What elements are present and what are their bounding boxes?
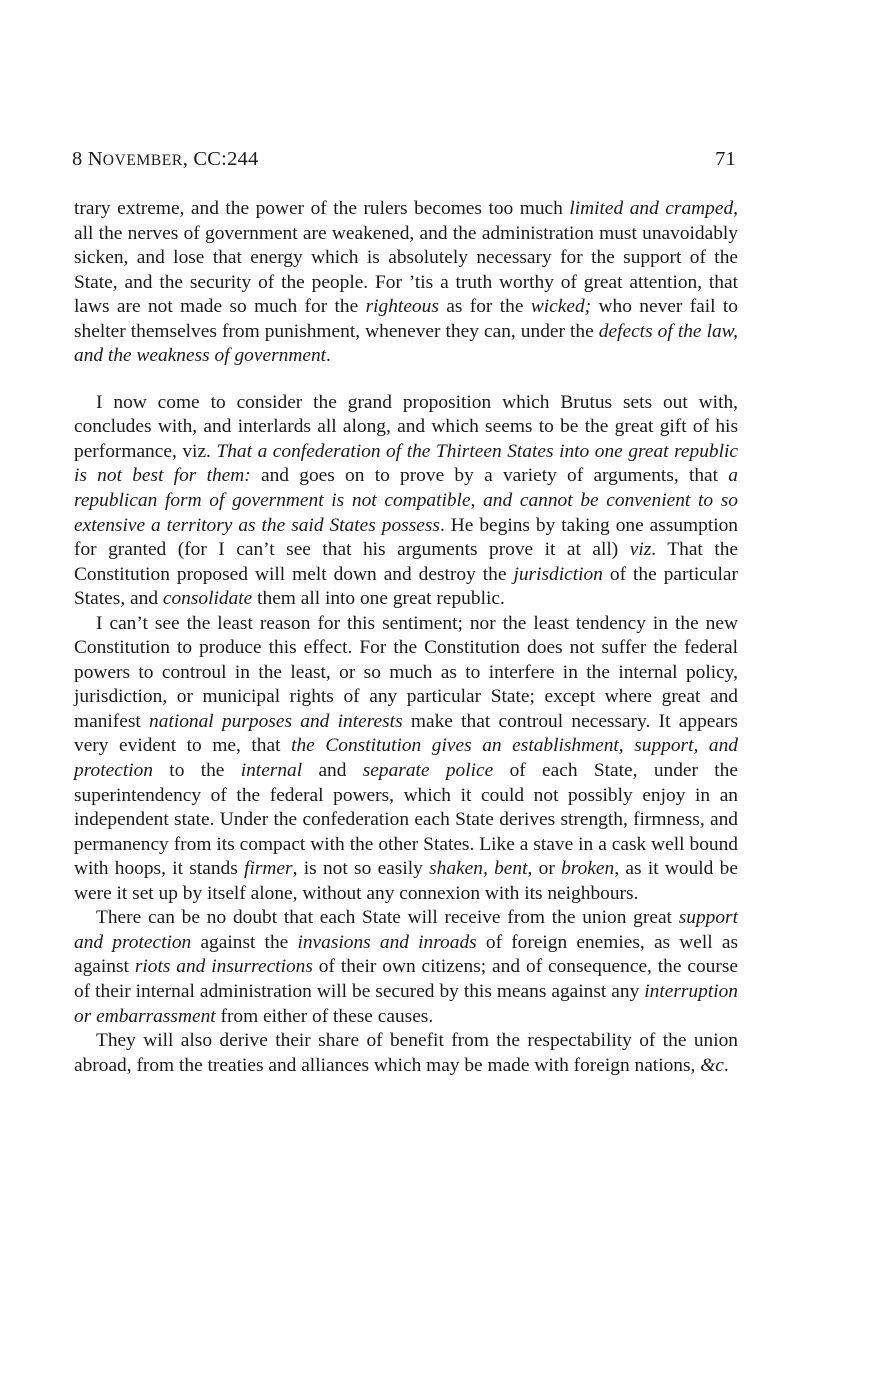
text-run: to the xyxy=(152,760,241,782)
italic-text: firmer xyxy=(244,858,293,880)
text-run: They will also derive their share of benefit from the respectability of the union abroad, from the treaties and alliances which may be made with foreign nations, xyxy=(74,1030,738,1076)
text-run: of their own citizens; and of consequence, the course of their internal administration will be secured by this means against any xyxy=(74,956,738,1002)
italic-text: riots and insurrections xyxy=(134,956,313,978)
text-run: , all the nerves of government are weakened, and the administration must unavoidably sicken, and lose that energy which is absolutely necessary for the support of the State, and the security of the people. For ’tis a truth worthy of great attention, that laws are not made so much for the xyxy=(74,198,738,318)
paragraph-4 xyxy=(74,906,738,1029)
text-run: against the xyxy=(191,931,298,953)
text-run: make that controul necessary. It appears very evident to me, that xyxy=(74,710,738,757)
italic-text: shaken, bent xyxy=(429,858,528,880)
running-head-title xyxy=(72,148,258,171)
text-run: . He begins by taking one assumption for granted (for I can’t see that his arguments prove it at all) xyxy=(74,514,738,561)
text-run: . xyxy=(723,1054,729,1076)
date-number: 8 xyxy=(72,148,88,170)
italic-text: jurisdiction xyxy=(513,563,603,585)
italic-text: internal xyxy=(240,760,303,782)
italic-text: the Constitution gives an establishment, support, and protection xyxy=(74,735,738,782)
text-run: of the particular States, and xyxy=(74,563,738,610)
month-rest: OVEMBER xyxy=(102,152,183,169)
italic-text: viz xyxy=(629,539,652,561)
text-run: and goes on to prove by a variety of arguments, that xyxy=(250,465,729,487)
italic-text: wicked; xyxy=(530,296,592,318)
italic-text: broken xyxy=(561,858,615,880)
body-text xyxy=(74,197,738,1078)
text-run: them all into one great republic. xyxy=(252,588,505,610)
text-run: There can be no doubt that each State will receive from the union great xyxy=(96,907,679,929)
text-run: from either of these causes. xyxy=(215,1005,434,1027)
italic-text: national purposes and interests xyxy=(149,710,403,732)
italic-text: invasions and inroads xyxy=(297,931,477,953)
italic-text: consolidate xyxy=(162,588,253,610)
section-gap xyxy=(74,369,738,391)
italic-text: support and protection xyxy=(74,907,738,953)
italic-text: That a confederation of the Thirteen States into one great republic is not best for them: xyxy=(74,440,738,487)
text-run: , or xyxy=(527,858,562,880)
text-run: trary extreme, and the power of the rulers becomes too much xyxy=(74,198,570,219)
text-run: who never fail to shelter themselves from punishment, whenever they can, under the xyxy=(74,296,738,342)
text-run: of foreign enemies, as well as against xyxy=(74,931,738,978)
month-initial: N xyxy=(87,148,103,170)
italic-text: &c xyxy=(700,1054,724,1076)
italic-text: separate police xyxy=(362,760,494,782)
text-run: . That the Constitution proposed will melt down and destroy the xyxy=(74,539,739,585)
text-run: I can’t see the least reason for this sentiment; nor the least tendency in the new Constitution to produce this effect. For the Constitution does not suffer the federal powers to controul in the least, or so much as to interfere in the internal policy, jurisdiction, or municipal rights of any particular State; except where great and manifest xyxy=(74,612,738,732)
text-run: I now come to consider the grand proposition which Brutus sets out with, concludes with, and interlards all along, and which seems to be the great gift of his performance, viz. xyxy=(74,391,738,462)
text-run: of each State, under the superintendency of the federal powers, which it could not possibly enjoy in an independent state. Under the confederation each State derives strength, firmness, and permanency from its compact with the other States. Like a stave in a cask well bound with hoops, it stands xyxy=(74,760,738,880)
paragraph-1 xyxy=(74,197,738,369)
italic-text: a republican form of government is not compatible, and cannot be convenient to so extensive a territory as the said States possess xyxy=(74,465,738,536)
text-run: . xyxy=(326,345,331,367)
document-reference: , CC:244 xyxy=(182,148,259,170)
italic-text: interruption or embarrassment xyxy=(74,980,738,1027)
page-number: 71 xyxy=(715,148,736,170)
text-run: , as it would be were it set up by itself alone, without any connexion with its neighbours. xyxy=(74,858,738,904)
text-run: and xyxy=(302,760,363,782)
text-run: as for the xyxy=(438,296,531,318)
italic-text: righteous xyxy=(365,296,439,318)
paragraph-2 xyxy=(74,391,738,612)
italic-text: defects of the law, and the weakness of government xyxy=(74,320,738,367)
paragraph-5 xyxy=(74,1029,738,1078)
paragraph-3 xyxy=(74,612,738,907)
text-run: , is not so easily xyxy=(292,858,430,880)
italic-text: limited and cramped xyxy=(569,198,734,219)
